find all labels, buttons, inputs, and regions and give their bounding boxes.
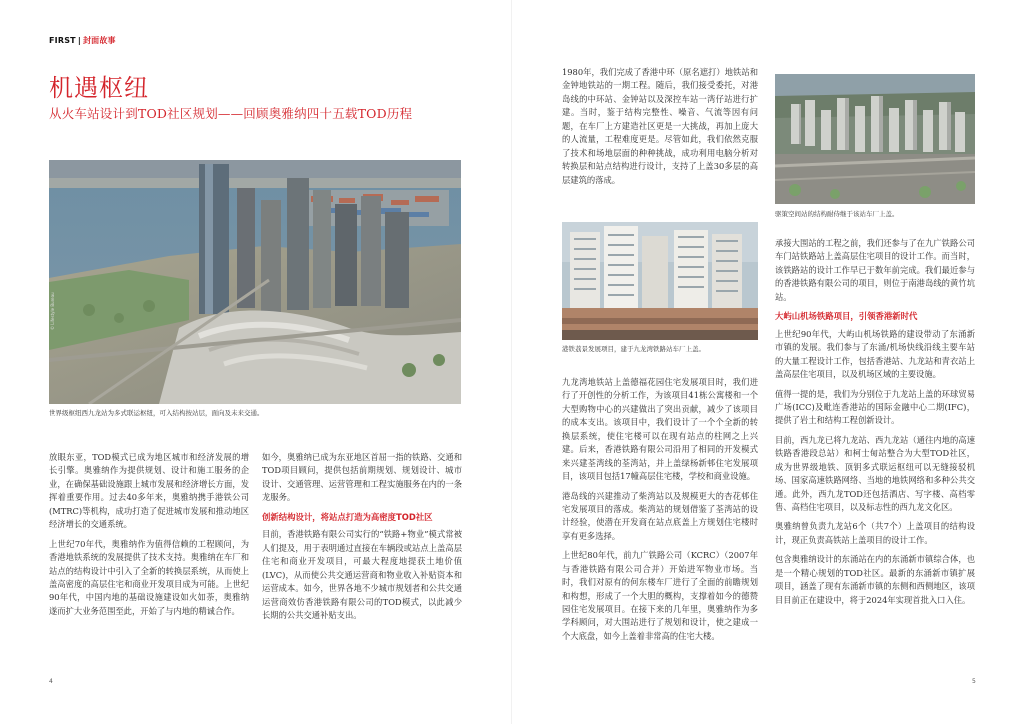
right-column-1-bottom — [562, 376, 758, 649]
paragraph: 值得一提的是，我们为分别位于九龙站上盖的环球贸易广场(ICC)及毗连香港站的国际金融中心二期(IFC)，提供了岩土和结构工程创新设计。 — [775, 388, 975, 426]
left-column-2 — [262, 451, 462, 628]
paragraph: 承接大围站的工程之前，我们还参与了在九广铁路公司车门站铁路站上盖高层住宅项目的设计工作。而当时，该铁路站的设计工作早已于数年前完成。我们最近参与的香港铁路有限公司的项目，则位于南港岛线的黄竹坑站。 — [775, 238, 975, 302]
paragraph: 目前，香港铁路有限公司实行的“铁路+物业”模式常被人们提及，用于表明通过直接在车辆段或站点上盖高层住宅和商业开发项目，可最大程度地提获土地价值(LVC)，从而使公共交通运营商和物业收入补贴资本和运营成本。如今，世界各地不少城市规划者和公共交通运营商效仿香港铁路有限公司的TOD模式，以此减少长期的公共交通补贴支出。 — [262, 529, 462, 620]
paragraph: 九龙湾地铁站上盖德福花园住宅发展项目时，我们进行了开创性的分析工作，为该项目41栋公寓楼和一个大型购物中心的兴建做出了突出贡献，减少了该项目的成本支出。该项目中，我们设计了一个个全新的转换层系统，使住宅楼可以在现有站点的柱网之上兴建。后来，香港铁路有限公司沿用了相同的开发模式来兴建荃湾线的荃湾站，并上盖绿杨新邨住宅发展项目，该项目包括17幢高层住宅楼，学校和商业设施。 — [562, 377, 758, 482]
right-column-1-top — [562, 66, 758, 193]
paragraph: 港岛线的兴建推动了柴湾站以及规模更大的杏花邨住宅发展项目的落成。柴湾站的规划借鉴了荃湾站的设计经验，使潜在开发商在站点底盖上方规划住宅楼时享有更多选择。 — [562, 490, 758, 541]
depot-photo-illustration — [562, 222, 758, 340]
page-number-right: 5 — [972, 678, 976, 685]
paragraph: 奥雅纳曾负责九龙站6个（共7个）上盖项目的结构设计，现正负责高铁站上盖项目的设计工作。 — [775, 521, 975, 545]
paragraph: 上世纪80年代，前九广铁路公司（KCRC）（2007年与香港铁路有限公司合并）开始进军物业市场。当时，我们对原有的何东楼车厂进行了全面的前瞻规划和构想，形成了一个大胆的概构，支撑着如今的德赞园住宅发展项目。在接下来的几年里，奥雅纳作为多学科顾问，对大围站进行了规划和设计，使之建成一个大底盘，如今上盖着非常高的住宅大楼。 — [562, 550, 758, 641]
paragraph: 1980年，我们完成了香港中环（原名遮打）地铁站和金钟地铁站的一期工程。随后，我们接受委托，对港岛线的中环站、金钟站以及深控车站一湾仔站进行扩建。当时，鉴于结构完整性、噪音、气流等因有问题，在车厂上方建造社区更是一大挑战，再加上庞大的人流量，工程难度更是。尽管如此，我们依然克服了技术和场地层面的种种挑战，成功利用电脑分析对转换层和站点结构进行设计，支持了上盖30多层的高层建筑的落成。 — [562, 67, 758, 185]
section-header — [49, 35, 116, 46]
paragraph: 包含奥雅纳设计的东涌站在内的东涌新市镇综合体，也是一个精心规划的TOD社区。最新的东涌新市镇扩展项目，涵盖了现有东涌新市镇的东侧和西侧地区，该项目目前正在建设中，将于2024年实现首批入口入住。 — [775, 554, 975, 605]
section-heading: 创新结构设计，将站点打造为高密度TOD社区 — [262, 511, 433, 522]
paragraph: 放眼东亚，TOD模式已成为地区城市和经济发展的增长引擎。奥雅纳作为提供规划、设计和施工服务的企业，在确保基础设施跟上城市发展和经济增长方面，发挥着重要作用。过去40多年来，奥雅纳携手港铁公司(MTRC)等机构，成功打造了促进城市发展和推动地区经济增长的交通系统。 — [49, 452, 249, 530]
towers-photo-illustration — [775, 74, 975, 204]
depot-photo-caption: 港铁荔景发展项目，建于九龙湾铁路站车厂上盖。 — [562, 345, 705, 353]
article-title: 机遇枢纽 — [49, 74, 149, 102]
paragraph: 如今，奥雅纳已成为东亚地区首屈一指的铁路、交通和TOD项目顾问，提供包括前期规划、规划设计、城市设计、交通管理、运营管理和工程实施服务在内的一条龙服务。 — [262, 452, 462, 503]
right-column-2 — [775, 237, 975, 613]
section-label: 封面故事 — [82, 36, 116, 45]
hero-photo-west-kowloon — [49, 160, 461, 404]
paragraph: 目前，西九龙已将九龙站、西九龙站（通往内地的高速铁路香港段总站）和柯士甸站整合为大型TOD社区，成为世界级地铁、顶钥多式联运枢纽可以无缝接驳机场、国家高速铁路网络、当地的地铁网络和多种公共交通。此外，西九龙TOD还包括酒店、写字楼、高档零售、高档住宅项目，以及标志性的西九龙文化区。 — [775, 434, 975, 513]
article-subtitle: 从火车站设计到TOD社区规划——回顾奥雅纳四十五载TOD历程 — [49, 106, 413, 121]
towers-aerial-photo — [775, 74, 975, 204]
hero-photo-credit: © Lifestyle Bureau — [50, 292, 55, 330]
right-page — [512, 0, 1024, 724]
hero-photo-illustration — [49, 160, 461, 404]
header-separator: | — [77, 36, 81, 45]
depot-development-photo — [562, 222, 758, 340]
magazine-label: FIRST — [49, 36, 76, 45]
hero-photo-caption: 世界级枢纽西九龙站为多式联运枢纽，可入结构按站层，面向及未来交通。 — [49, 409, 264, 417]
paragraph: 上世纪90年代，大屿山机场铁路的建设带动了东涌新市镇的发展。我们参与了东涌/机场快线沿线主要车站的大量工程设计工作，包括香港站、九龙站和青衣站上盖高层住宅项目，以及机场区域的主要设施。 — [775, 328, 975, 380]
left-column-1 — [49, 451, 249, 624]
paragraph: 上世纪70年代，奥雅纳作为值得信赖的工程顾问，为香港地铁系统的发展提供了技术支持。奥雅纳在车厂和站点的结构设计中引入了全新的转换层系统，从而使上盖高密度的高层住宅和商业开发项目成为可能。上世纪90年代，中国内地的基础设施建设如火如荼，奥雅纳遂而扩大业务范围至此，开始了与内地的精诚合作。 — [49, 538, 249, 616]
page-number-left: 4 — [49, 678, 53, 685]
towers-photo-caption: 驱策空间站的结构耐侍继于该站车厂上盖。 — [775, 210, 899, 218]
section-heading: 大屿山机场铁路项目，引领香港新时代 — [775, 311, 918, 322]
